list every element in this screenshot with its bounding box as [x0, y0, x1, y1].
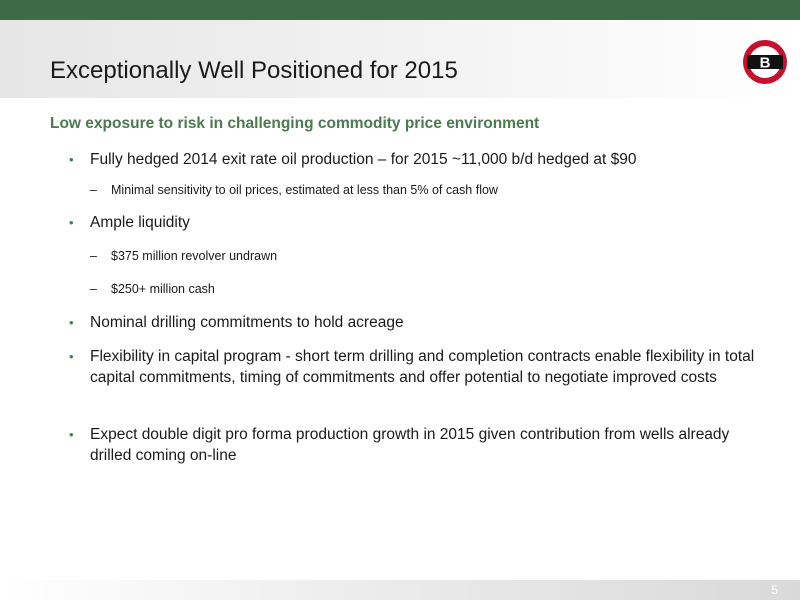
- sub-bullet-marker: –: [90, 183, 97, 197]
- footer-band: [0, 580, 800, 600]
- bullet-marker: •: [69, 152, 74, 167]
- bullet-marker: •: [69, 427, 74, 442]
- sub-bullet-oil-sensitivity: Minimal sensitivity to oil prices, estimated at less than 5% of cash flow: [111, 183, 498, 197]
- sub-bullet-marker: –: [90, 282, 97, 296]
- bullet-item-capital-flexibility: Flexibility in capital program - short term drilling and completion contracts enable flexibility in total capital commitments, timing of commitments and offer potential to negotiate improved costs: [90, 348, 755, 386]
- slide-title: Exceptionally Well Positioned for 2015: [50, 57, 458, 84]
- bullet-item-hedging: Fully hedged 2014 exit rate oil production – for 2015 ~11,000 b/d hedged at $90: [90, 151, 637, 168]
- bullet-item-liquidity: Ample liquidity: [90, 214, 190, 231]
- bullet-item-drilling-commitments: Nominal drilling commitments to hold acreage: [90, 314, 404, 331]
- bullet-marker: •: [69, 349, 74, 364]
- company-logo: [741, 38, 789, 86]
- sub-bullet-cash: $250+ million cash: [111, 282, 215, 296]
- logo-letter: B: [759, 54, 771, 72]
- bullet-item-production-growth: Expect double digit pro forma production growth in 2015 given contribution from wells already drilled coming on-line: [90, 426, 730, 464]
- sub-bullet-revolver: $375 million revolver undrawn: [111, 249, 278, 263]
- sub-bullet-marker: –: [90, 249, 97, 263]
- page-number: 5: [771, 583, 778, 597]
- slide-subheading: Low exposure to risk in challenging commodity price environment: [50, 115, 540, 132]
- bullet-marker: •: [69, 315, 74, 330]
- bullet-marker: •: [69, 215, 74, 230]
- top-accent-bar: [0, 0, 800, 20]
